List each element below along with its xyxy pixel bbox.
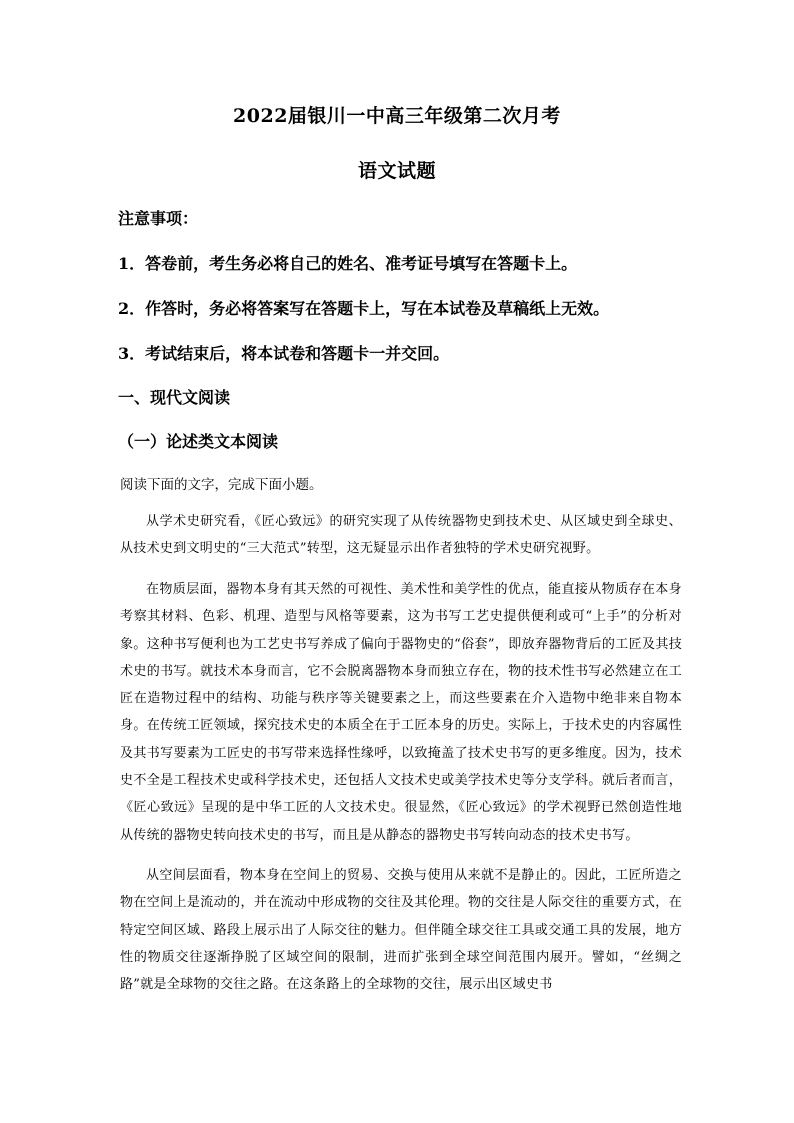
article-paragraph: 在物质层面，器物本身有其天然的可视性、美术性和美学性的优点，能直接从物质存在本身考察其材料、色彩、机理、造型与风格等要素，这为书写工艺史提供便利或可“上手”的分析对象。这种书写便利也为工艺史书写养成了偏向于器物史的“俗套”，即放弃器物背后的工匠及其技术史的书写。就技术本身而言，它不会脱离器物本身而独立存在，物的技术性书写必然建立在工匠在造物过程中的结构、功能与秩序等关键要素之上，而这些要素在介入造物中绝非来自物本身。在传统工匠领域，探究技术史的本质全在于工匠本身的历史。实际上，于技术史的内容属性及其书写要素为工匠史的书写带来选择性缘呼，以致掩盖了技术史书写的更多维度。因为，技术史不全是工程技术史或科学技术史，还包括人文技术史或美学技术史等分支学科。就后者而言，《匠心致远》呈现的是中华工匠的人文技术史。很显然，《匠心致远》的学术视野已然创造性地从传统的器物史转向技术史的书写，而且是从静态的器物史书写转向动态的技术史书写。 bbox=[120, 582, 682, 843]
reading-instruction: 阅读下面的文字，完成下面小题。 bbox=[120, 477, 323, 493]
section-title: 一、现代文阅读 bbox=[118, 388, 231, 407]
notice-item: 2．作答时，务必将答案写在答题卡上，写在本试卷及草稿纸上无效。 bbox=[118, 299, 610, 318]
notice-item: 1．答卷前，考生务必将自己的姓名、准考证号填写在答题卡上。 bbox=[118, 254, 578, 273]
subsection-title: （一）论述类文本阅读 bbox=[118, 432, 279, 451]
notice-heading: 注意事项： bbox=[118, 209, 199, 228]
notice-item: 3．考试结束后，将本试卷和答题卡一并交回。 bbox=[118, 344, 450, 363]
article-paragraph: 从空间层面看，物本身在空间上的贸易、交换与使用从来就不是静止的。因此，工匠所造之物在空间上是流动的，并在流动中形成物的交往及其伦理。物的交往是人际交往的重要方式，在特定空间区域、路段上展示出了人际交往的魅力。但伴随全球交往工具或交通工具的发展，地方性的物质交往逐渐挣脱了区域空间的限制，进而扩张到全球空间范围内展开。譬如，“丝绸之路”就是全球物的交往之路。在这条路上的全球物的交往，展示出区域史书 bbox=[120, 868, 682, 993]
exam-subject: 语文试题 bbox=[357, 160, 436, 182]
exam-title: 2022届银川一中高三年级第二次月考 bbox=[233, 105, 561, 127]
article-paragraph: 从学术史研究看，《匠心致远》的研究实现了从传统器物史到技术史、从区域史到全球史、从技术史到文明史的“三大范式”转型，这无疑显示出作者独特的学术史研究视野。 bbox=[120, 514, 682, 557]
